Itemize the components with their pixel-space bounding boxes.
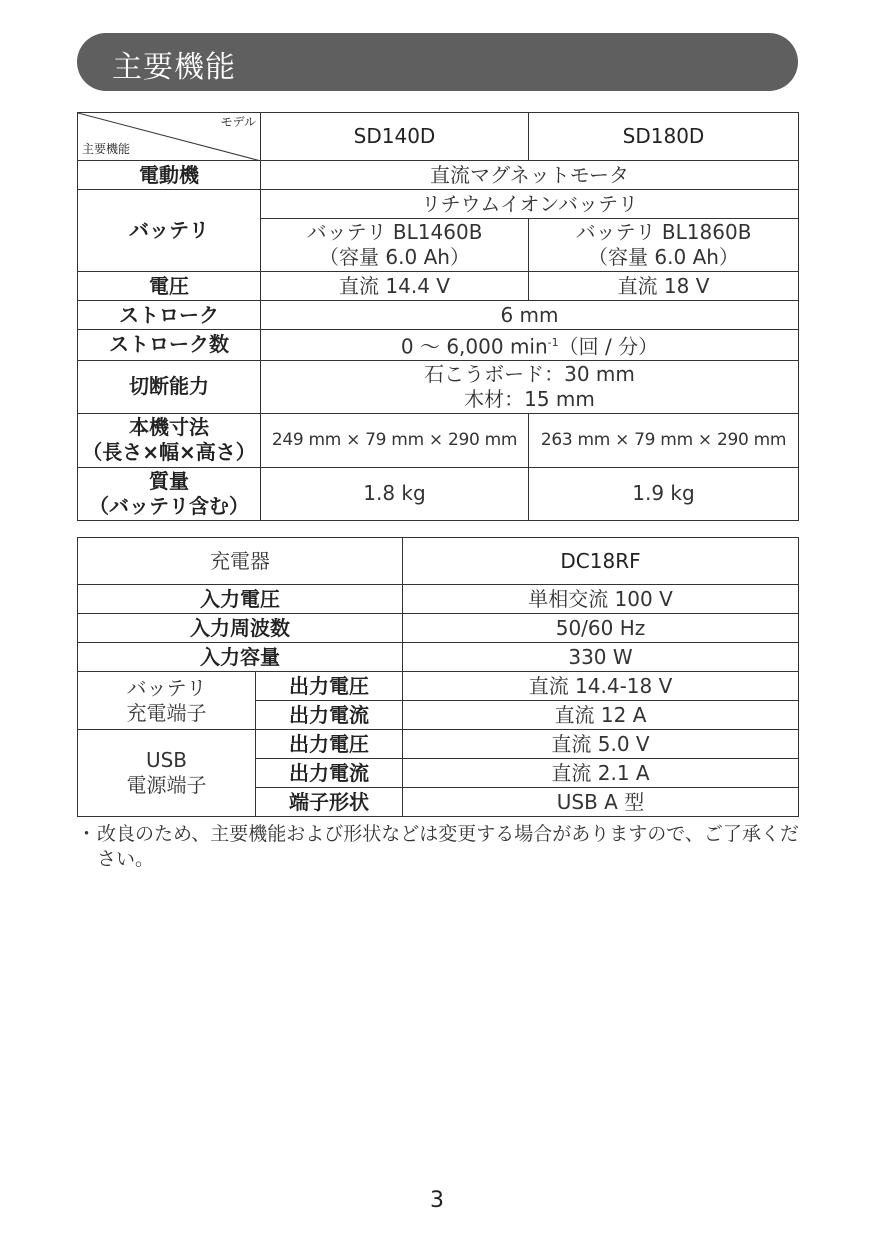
voltage-sd140d: 直流 14.4 V (261, 272, 529, 301)
dimensions-sd180d: 263 mm × 79 mm × 290 mm (529, 413, 799, 467)
usb-terminal-line2: 電源端子 (126, 773, 207, 797)
input-voltage-value: 単相交流 100 V (403, 585, 799, 614)
section-title: 主要機能 (112, 50, 236, 85)
input-capacity-value: 330 W (403, 643, 799, 672)
cutting-wood: 木材：15 mm (464, 386, 595, 411)
spec-table (77, 112, 799, 521)
usb-out-current-label: 出力電流 (256, 759, 403, 788)
battery-sd140d-capacity: （容量 6.0 Ah） (319, 245, 470, 269)
table-row (78, 330, 799, 361)
mass-sd140d: 1.8 kg (261, 467, 529, 520)
page-number: 3 (430, 1188, 444, 1213)
usb-shape-value: USB A 型 (403, 788, 799, 817)
table-row (78, 585, 799, 614)
input-voltage-label: 入力電圧 (78, 585, 403, 614)
stroke-label: ストローク (78, 301, 261, 330)
battery-terminal-label (78, 672, 256, 730)
table-row (78, 730, 799, 759)
mass-label-line2: （バッテリ含む） (89, 493, 249, 518)
dimensions-label (78, 413, 261, 467)
table-row (78, 413, 799, 467)
input-frequency-label: 入力周波数 (78, 614, 403, 643)
footnote (77, 822, 799, 872)
corner-model-label: モデル (220, 115, 256, 129)
usb-shape-label: 端子形状 (256, 788, 403, 817)
mass-label-line1: 質量 (149, 468, 189, 493)
usb-terminal-line1: USB (145, 748, 188, 772)
model-sd140d: SD140D (261, 113, 529, 161)
stroke-value: 6 mm (261, 301, 799, 330)
battery-sd180d (529, 219, 799, 272)
usb-out-voltage-value: 直流 5.0 V (403, 730, 799, 759)
table-row (78, 161, 799, 190)
diagonal-header-cell (78, 113, 261, 161)
table-row (78, 643, 799, 672)
stroke-count-main: 0 ～ 6,000 min (400, 334, 548, 359)
motor-label: 電動機 (78, 161, 261, 190)
stroke-count-unit: （回 / 分） (558, 334, 659, 359)
cutting-label: 切断能力 (78, 360, 261, 413)
table-row (78, 360, 799, 413)
mass-label (78, 467, 261, 520)
stroke-count-value (261, 330, 799, 361)
stroke-count-sup: -1 (547, 336, 559, 349)
footnote-bullet: ・ (77, 823, 97, 845)
voltage-label: 電圧 (78, 272, 261, 301)
usb-terminal-label (78, 730, 256, 817)
dimensions-label-line1: 本機寸法 (129, 415, 209, 440)
table-row (78, 301, 799, 330)
table-row (78, 467, 799, 520)
battery-out-voltage-label: 出力電圧 (256, 672, 403, 701)
section-header (77, 33, 798, 91)
battery-out-current-value: 直流 12 A (403, 701, 799, 730)
stroke-count-label: ストローク数 (78, 330, 261, 361)
dimensions-label-line2: （長さ×幅×高さ） (82, 440, 256, 465)
battery-sd180d-model: バッテリ BL1860B (575, 220, 752, 244)
battery-sd180d-capacity: （容量 6.0 Ah） (588, 245, 739, 269)
footnote-text: 改良のため、主要機能および形状などは変更する場合がありますので、ご了承ください。 (97, 823, 799, 870)
usb-out-voltage-label: 出力電圧 (256, 730, 403, 759)
battery-label: バッテリ (78, 190, 261, 272)
cutting-gypsum: 石こうボード：30 mm (424, 361, 635, 386)
corner-feature-label: 主要機能 (82, 142, 131, 156)
dimensions-sd140d: 249 mm × 79 mm × 290 mm (261, 413, 529, 467)
battery-type: リチウムイオンバッテリ (261, 190, 799, 219)
table-row (78, 113, 799, 161)
table-row (78, 672, 799, 701)
battery-terminal-line2: 充電端子 (126, 700, 207, 725)
charger-model: DC18RF (403, 538, 799, 585)
mass-sd180d: 1.9 kg (529, 467, 799, 520)
cutting-value (261, 360, 799, 413)
battery-out-voltage-value: 直流 14.4-18 V (403, 672, 799, 701)
battery-terminal-line1: バッテリ (126, 675, 207, 700)
battery-out-current-label: 出力電流 (256, 701, 403, 730)
charger-table (77, 537, 799, 817)
usb-out-current-value: 直流 2.1 A (403, 759, 799, 788)
charger-label: 充電器 (78, 538, 403, 585)
model-sd180d: SD180D (529, 113, 799, 161)
table-row (78, 538, 799, 585)
voltage-sd180d: 直流 18 V (529, 272, 799, 301)
input-capacity-label: 入力容量 (78, 643, 403, 672)
battery-sd140d (261, 219, 529, 272)
table-row (78, 190, 799, 219)
battery-sd140d-model: バッテリ BL1460B (306, 220, 483, 244)
table-row (78, 272, 799, 301)
input-frequency-value: 50/60 Hz (403, 614, 799, 643)
table-row (78, 614, 799, 643)
motor-value: 直流マグネットモータ (261, 161, 799, 190)
